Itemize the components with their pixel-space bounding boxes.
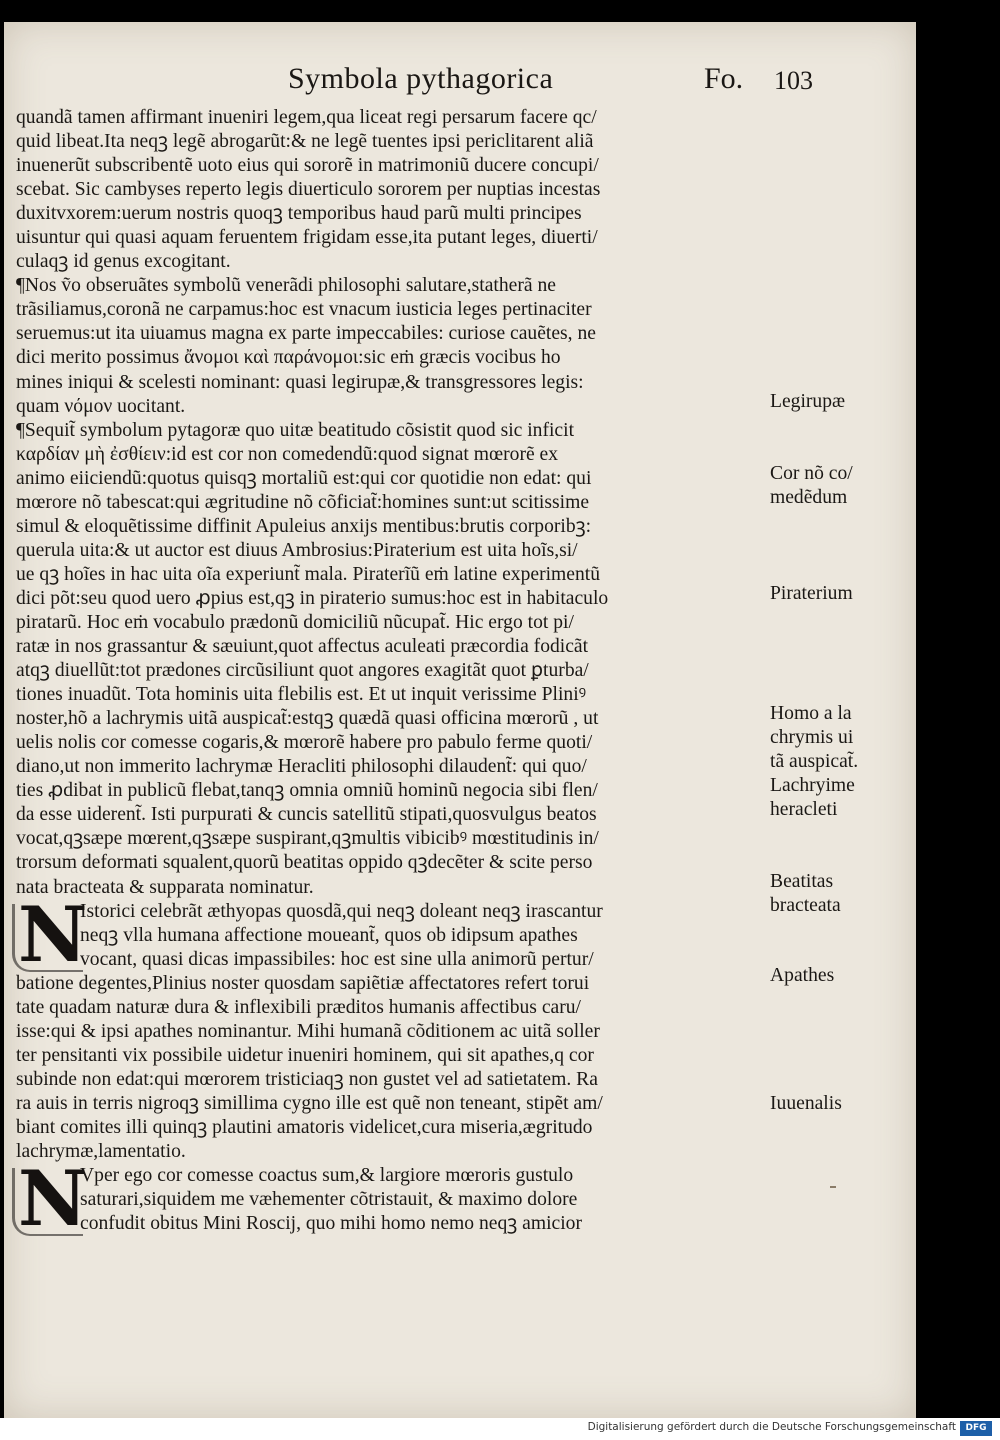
dfg-logo: DFG bbox=[960, 1421, 992, 1436]
text-line: ¶Nos ṽo obseruãtes symbolũ venerãdi philosophi salutare,statherã ne bbox=[16, 275, 556, 297]
text-line: nata bracteata & supparata nominatur. bbox=[16, 876, 314, 898]
text-line: ratæ in nos grassantur & sæuiunt,quot affectus aculeati præcordia fodicãt bbox=[16, 636, 589, 658]
text-line: isse:qui & ipsi apathes nominantur. Mihi humanã cõditionem ac uitã soller bbox=[16, 1020, 600, 1042]
paragraph-3 bbox=[16, 419, 764, 900]
decorated-initial: N bbox=[18, 1154, 88, 1244]
text-line: seruemus:ut ita uiuamus magna ex parte impeccabiles: curiose cauẽtes, ne bbox=[16, 323, 596, 345]
paragraph-4 bbox=[16, 889, 764, 1165]
paragraph-1 bbox=[16, 106, 764, 274]
text-line: neqꝫ vlla humana affectione moueant̃, quos ob idipsum apathes bbox=[80, 924, 578, 946]
margin-note-beatitas-bracteata: bracteata bbox=[770, 895, 841, 916]
book-page bbox=[4, 22, 916, 1418]
text-line: culaqꝫ id genus excogitant. bbox=[16, 251, 231, 273]
margin-note-iuuenalis: Iuuenalis bbox=[770, 1093, 842, 1114]
running-title: Symbola pythagorica bbox=[288, 62, 554, 95]
text-line: dici merito possimus ἄνομοι καὶ παράνομοι:sic eṁ græcis vocibus ho bbox=[16, 347, 561, 369]
text-line: ra auis in terris nigroqꝫ simillima cygno ille est quẽ non teneant, stipẽt am/ bbox=[16, 1092, 603, 1114]
margin-note-cor-non-comedendum: medẽdum bbox=[770, 487, 848, 508]
margin-note-lachrymae-heracliti: heracleti bbox=[770, 799, 838, 820]
main-text-column bbox=[16, 106, 764, 1244]
text-line: querula uita:& ut auctor est diuus Ambrosius:Piraterium est uita hoĩs,si/ bbox=[16, 539, 578, 561]
text-line: Istorici celebrãt æthyopas quosdã,qui neqꝫ doleant neqꝫ irascantur bbox=[80, 900, 603, 922]
paragraph-2 bbox=[16, 274, 764, 418]
text-line: trorsum deformati squalent,quorũ beatitas oppido qꝫdecẽter & scite perso bbox=[16, 852, 593, 874]
footer-bar bbox=[0, 1418, 1000, 1440]
text-line: duxitvxorem:uerum nostris quoqꝫ temporibus haud parũ multi principes bbox=[16, 203, 582, 225]
decorated-initial: N bbox=[18, 889, 88, 979]
text-line: ¶Sequit̃ symbolum pytagoræ quo uitæ beatitudo cõsistit quod sic inficit bbox=[16, 419, 575, 441]
margin-note-homo-a-lachrymis: tã auspicat̃. bbox=[770, 751, 859, 772]
text-line: Vper ego cor comesse coactus sum,& largiore mœroris gustulo bbox=[80, 1165, 574, 1187]
text-line: quid libeat.Ita neqꝫ legẽ abrogarũt:& ne legẽ tuentes ipsi periclitarent aliã bbox=[16, 131, 594, 153]
text-line: tiones inuadũt. Tota hominis uita flebilis est. Et ut inquit verissime Pliniꝰ bbox=[16, 684, 587, 706]
text-line: καρδίαν μὴ ἐσθίειν:id est cor non comedendũ:quod signat mœrorẽ ex bbox=[16, 443, 559, 465]
text-line: confudit obitus Mini Roscij, quo mihi homo nemo neqꝫ amicior bbox=[80, 1213, 582, 1235]
text-line: uelis nolis cor comesse cogaris,& mœrorẽ habere pro pabulo ferme quoti/ bbox=[16, 732, 593, 754]
margin-note-apathes: Apathes bbox=[770, 965, 835, 986]
text-line: vocat,qꝫsæpe mœrent,qꝫsæpe suspirant,qꝫmultis vibicibꝰ mœstitudinis in/ bbox=[16, 828, 599, 850]
margin-note-lachrymae-heracliti: Lachryime bbox=[770, 775, 855, 796]
funding-credit: Digitalisierung gefördert durch die Deutsche Forschungsgemeinschaft bbox=[587, 1421, 956, 1433]
margin-mark bbox=[830, 1186, 836, 1188]
text-line: scebat. Sic cambyses reperto legis diuerticulo sororem per nuptias incestas bbox=[16, 179, 601, 201]
text-line: da esse uiderent̃. Isti purpurati & cuncis satellitũ stipati,quosvulgus beatos bbox=[16, 804, 597, 826]
text-line: uisuntur qui quasi aquam feruentem frigidam esse,ita putant leges, diuerti/ bbox=[16, 227, 598, 249]
text-line: tate quadam naturæ dura & inflexibili præditos humanis affectibus caru/ bbox=[16, 996, 581, 1018]
text-line: quam νόμον uocitant. bbox=[16, 395, 186, 417]
page-header bbox=[4, 22, 916, 112]
text-line: noster,hõ a lachrymis uitã auspicat̃:estqꝫ quædã quasi officina mœrorũ , ut bbox=[16, 708, 599, 730]
text-line: saturari,siquidem me væhementer cõtristauit, & maximo dolore bbox=[80, 1189, 578, 1211]
text-line: animo eiiciendũ:quotus quisqꝫ mortaliũ est:qui cor quotidie non edat: qui bbox=[16, 467, 592, 489]
folio-label: Fo. bbox=[704, 62, 744, 95]
margin-note-piraterium: Piraterium bbox=[770, 583, 853, 604]
text-line: ue qꝫ hoĩes in hac uita oĩa experiunt̃ mala. Piraterĩũ eṁ latine experimentũ bbox=[16, 563, 601, 585]
text-line: mines iniqui & scelesti nominant: quasi legirupæ,& transgressores legis: bbox=[16, 371, 584, 393]
margin-note-beatitas-bracteata: Beatitas bbox=[770, 871, 834, 892]
text-line: inuenerũt subscribentẽ uoto eius qui sororẽ in matrimoniũ ducere concupi/ bbox=[16, 155, 599, 177]
text-line: mœrore nõ tabescat:qui ægritudine nõ cõficiat̃:homines sunt:ut scitissime bbox=[16, 491, 590, 513]
text-line: trãsiliamus,coronã ne carpamus:hoc est vnacum iusticia leges pertinaciter bbox=[16, 299, 592, 321]
text-line: vocant, quasi dicas impassibiles: hoc est sine ulla animorũ pertur/ bbox=[80, 948, 594, 970]
folio-number: 103 bbox=[774, 66, 813, 95]
text-line: quandã tamen affirmant inueniri legem,qua liceat regi persarum facere qc/ bbox=[16, 107, 597, 128]
text-line: biant comites illi quinqꝫ plautini amatoris videlicet,cura miseria,ægritudo bbox=[16, 1116, 593, 1138]
margin-note-homo-a-lachrymis: Homo a la bbox=[770, 703, 852, 724]
text-line: piratarũ. Hoc eṁ vocabulo prædonũ domiciliũ nũcupat̃. Hic ergo tot pi/ bbox=[16, 611, 574, 633]
margin-note-legirupae: Legirupæ bbox=[770, 391, 846, 412]
margin-note-cor-non-comedendum: Cor nõ co/ bbox=[770, 463, 853, 484]
margin-note-homo-a-lachrymis: chrymis ui bbox=[770, 727, 854, 748]
text-line: simul & eloquẽtissime diffinit Apuleius anxijs mentibus:brutis corporibꝫ: bbox=[16, 515, 592, 537]
text-line: atqꝫ diuellũt:tot prædones circũsiliunt quot angores exagitãt quot ꝑturba/ bbox=[16, 660, 589, 682]
text-line: lachrymæ,lamentatio. bbox=[16, 1141, 186, 1163]
text-line: dici põt:seu quod uero ꝓpius est,qꝫ in piraterio sumus:hoc est in habitaculo bbox=[16, 587, 609, 609]
text-line: ties ꝓdibat in publicũ flebat,tanqꝫ omnia omniũ hominũ negocia sibi flen/ bbox=[16, 780, 598, 802]
paragraph-5 bbox=[16, 1154, 764, 1244]
text-line: batione degentes,Plinius noster quosdam sapiẽtiæ affectatores refert torui bbox=[16, 972, 590, 994]
text-line: diano,ut non immerito lachrymæ Heracliti philosophi dilaudent̃: qui quo/ bbox=[16, 756, 587, 778]
text-line: ter pensitanti vix possibile uidetur inueniri hominem, qui sit apathes,q cor bbox=[16, 1044, 594, 1066]
text-line: subinde non edat:qui mœrorem tristiciaqꝫ non gustet vel ad satietatem. Ra bbox=[16, 1068, 598, 1090]
